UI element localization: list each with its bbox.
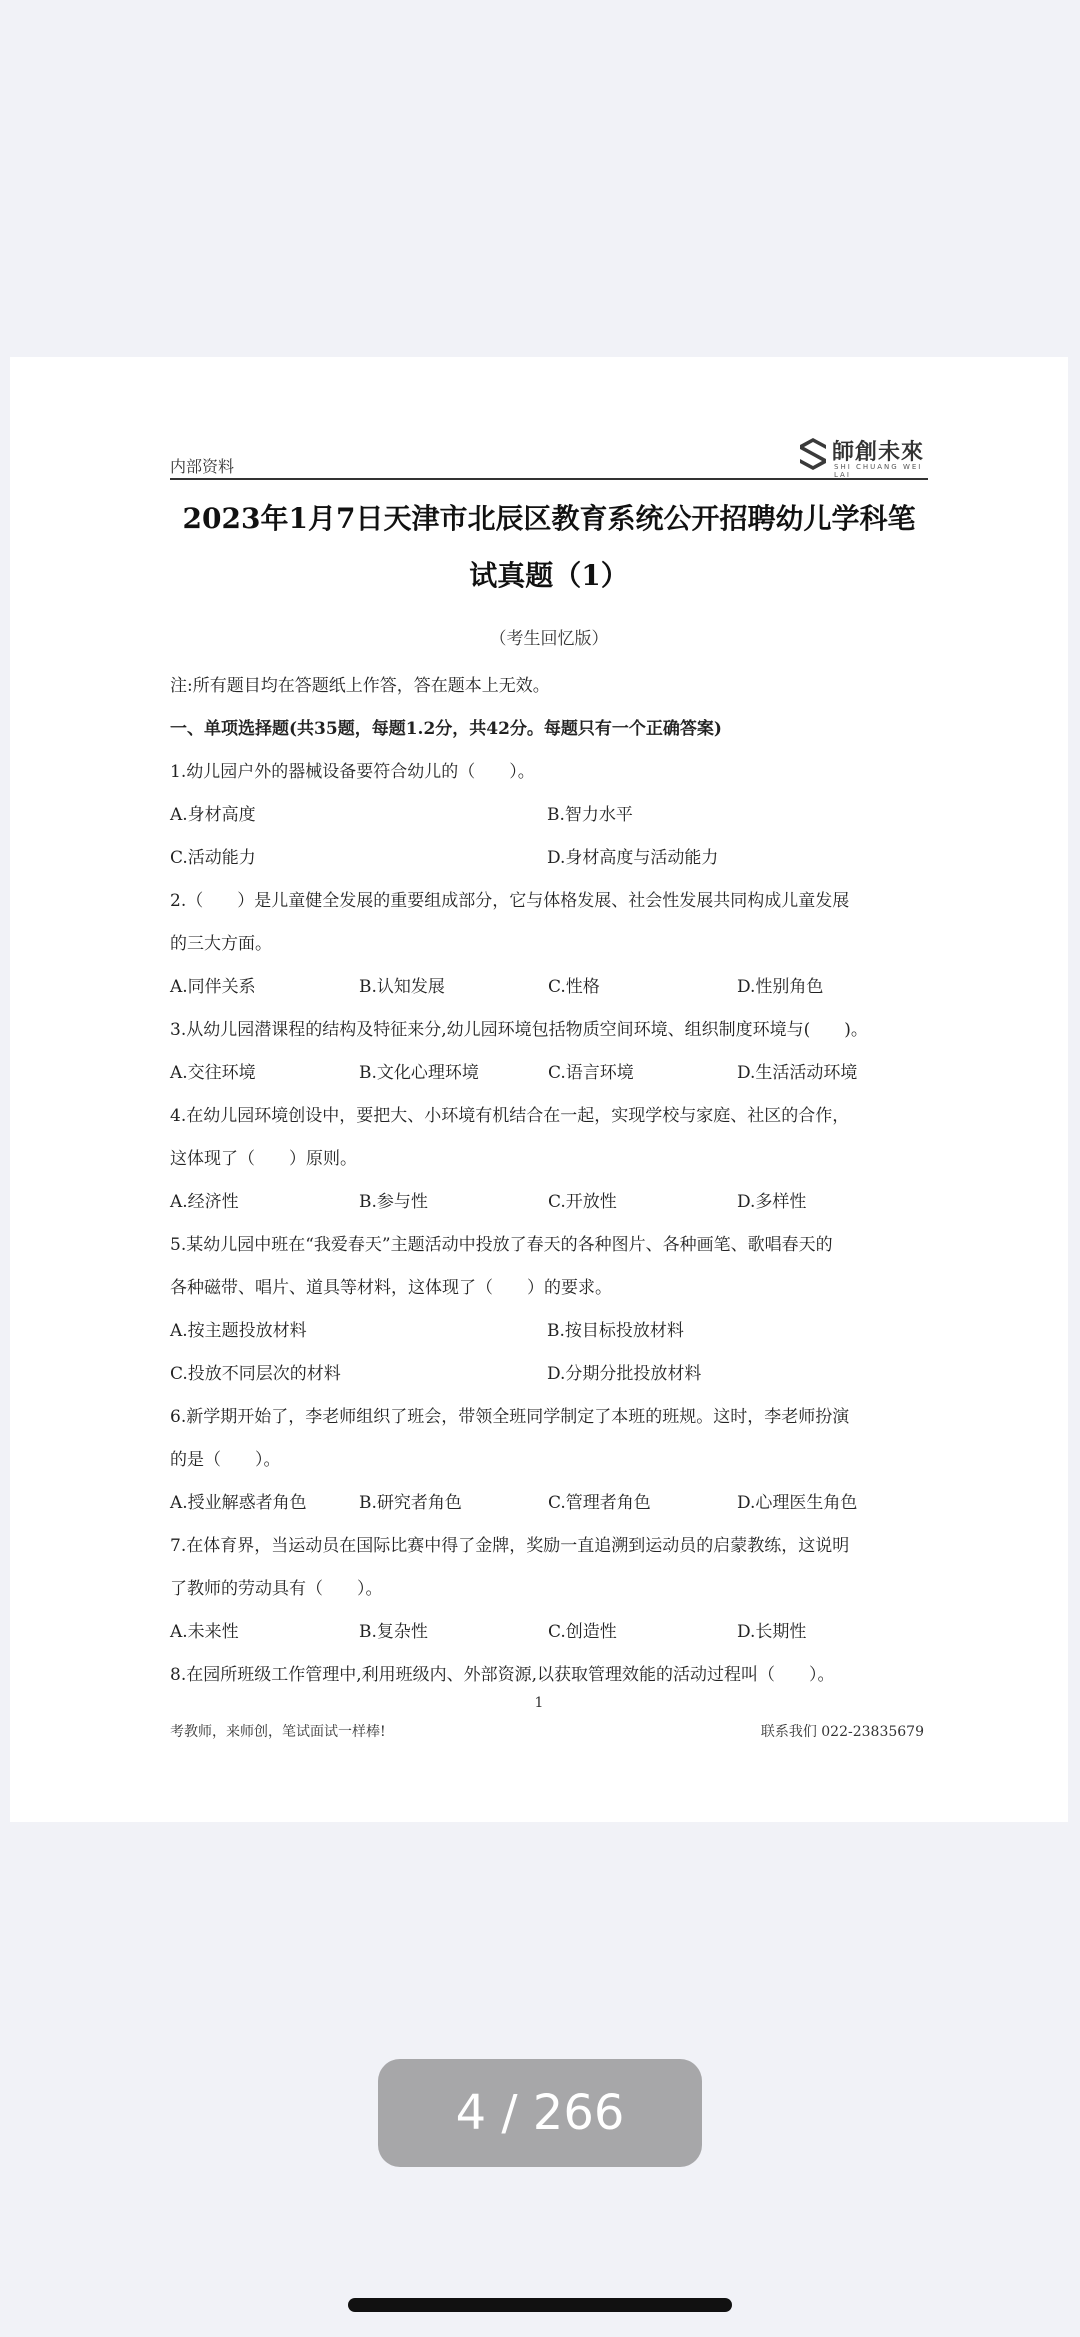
question-2-option-c: C.性格 bbox=[548, 977, 600, 997]
question-6: 6.新学期开始了，李老师组织了班会，带领全班同学制定了本班的班规。这时，李老师扮演 bbox=[170, 1407, 850, 1427]
document-title-line-2: 试真题（1） bbox=[469, 559, 629, 592]
logo-text: 師創未來 bbox=[832, 440, 925, 465]
page-number: 1 bbox=[534, 1695, 544, 1711]
question-5-option-d: D.分期分批投放材料 bbox=[547, 1364, 702, 1384]
brand-logo bbox=[798, 433, 928, 477]
document-title-line-1: 2023年1月7日天津市北辰区教育系统公开招聘幼儿学科笔 bbox=[182, 502, 916, 535]
page-indicator: 4 / 266 bbox=[378, 2059, 702, 2167]
question-3-option-d: D.生活活动环境 bbox=[737, 1063, 858, 1083]
question-2-option-a: A.同伴关系 bbox=[170, 977, 256, 997]
question-5-option-b: B.按目标投放材料 bbox=[547, 1321, 684, 1341]
question-7-option-a: A.未来性 bbox=[170, 1622, 239, 1642]
question-6-cont: 的是（ ）。 bbox=[170, 1450, 281, 1470]
question-7: 7.在体育界，当运动员在国际比赛中得了金牌，奖励一直追溯到运动员的启蒙教练，这说明 bbox=[170, 1536, 850, 1556]
question-4: 4.在幼儿园环境创设中，要把大、小环境有机结合在一起，实现学校与家庭、社区的合作， bbox=[170, 1106, 850, 1126]
home-indicator[interactable] bbox=[348, 2298, 732, 2312]
header-rule bbox=[170, 478, 928, 480]
question-7-option-b: B.复杂性 bbox=[359, 1622, 428, 1642]
question-2-cont: 的三大方面。 bbox=[170, 934, 272, 954]
question-3-option-b: B.文化心理环境 bbox=[359, 1063, 479, 1083]
footer-contact: 联系我们 022-23835679 bbox=[760, 1724, 924, 1740]
question-5-option-a: A.按主题投放材料 bbox=[170, 1321, 307, 1341]
question-1-option-b: B.智力水平 bbox=[547, 805, 633, 825]
footer-slogan: 考教师，来师创，笔试面试一样棒! bbox=[170, 1724, 386, 1740]
question-6-option-b: B.研究者角色 bbox=[359, 1493, 462, 1513]
question-4-cont: 这体现了（ ）原则。 bbox=[170, 1149, 357, 1169]
question-3-option-c: C.语言环境 bbox=[548, 1063, 634, 1083]
question-6-option-c: C.管理者角色 bbox=[548, 1493, 651, 1513]
question-7-option-c: C.创造性 bbox=[548, 1622, 617, 1642]
question-8: 8.在园所班级工作管理中,利用班级内、外部资源,以获取管理效能的活动过程叫（ ）。 bbox=[170, 1665, 835, 1685]
question-4-option-a: A.经济性 bbox=[170, 1192, 239, 1212]
question-2-option-b: B.认知发展 bbox=[359, 977, 445, 997]
question-1-option-a: A.身材高度 bbox=[170, 805, 256, 825]
document-subtitle: （考生回忆版） bbox=[489, 629, 609, 649]
question-7-option-d: D.长期性 bbox=[737, 1622, 807, 1642]
question-4-option-c: C.开放性 bbox=[548, 1192, 617, 1212]
question-3: 3.从幼儿园潜课程的结构及特征来分,幼儿园环境包括物质空间环境、组织制度环境与( )。 bbox=[170, 1020, 868, 1040]
header-label: 内部资料 bbox=[170, 457, 235, 476]
question-1-option-c: C.活动能力 bbox=[170, 848, 256, 868]
question-2-option-d: D.性别角色 bbox=[737, 977, 824, 997]
question-5-option-c: C.投放不同层次的材料 bbox=[170, 1364, 341, 1384]
question-2: 2.（ ）是儿童健全发展的重要组成部分，它与体格发展、社会性发展共同构成儿童发展 bbox=[170, 891, 850, 911]
question-7-cont: 了教师的劳动具有（ ）。 bbox=[170, 1579, 383, 1599]
question-4-option-b: B.参与性 bbox=[359, 1192, 428, 1212]
exam-note: 注:所有题目均在答题纸上作答，答在题本上无效。 bbox=[170, 676, 550, 696]
section-heading: 一、单项选择题(共35题，每题1.2分，共42分。每题只有一个正确答案) bbox=[170, 719, 722, 739]
question-5-cont: 各种磁带、唱片、道具等材料，这体现了（ ）的要求。 bbox=[170, 1278, 612, 1298]
logo-mark-icon bbox=[798, 437, 828, 471]
question-1: 1.幼儿园户外的器械设备要符合幼儿的（ ）。 bbox=[170, 762, 535, 782]
question-4-option-d: D.多样性 bbox=[737, 1192, 807, 1212]
question-5: 5.某幼儿园中班在“我爱春天”主题活动中投放了春天的各种图片、各种画笔、歌唱春天的 bbox=[170, 1235, 833, 1255]
document-page bbox=[10, 357, 1068, 1822]
question-6-option-d: D.心理医生角色 bbox=[737, 1493, 858, 1513]
question-1-option-d: D.身材高度与活动能力 bbox=[547, 848, 719, 868]
question-6-option-a: A.授业解惑者角色 bbox=[170, 1493, 307, 1513]
logo-subtext: SHI CHUANG WEI LAI bbox=[834, 463, 923, 479]
question-3-option-a: A.交往环境 bbox=[170, 1063, 256, 1083]
